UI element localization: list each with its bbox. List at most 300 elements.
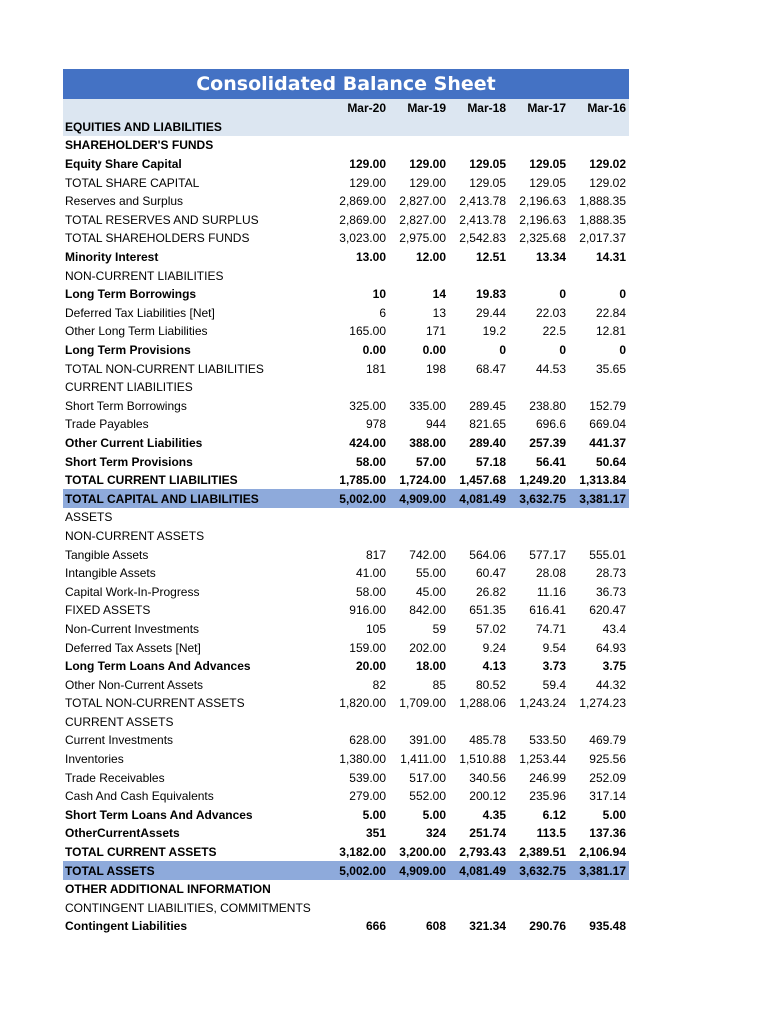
row-value: 3,200.00 xyxy=(399,845,446,860)
row-value: 44.32 xyxy=(595,677,626,692)
row-value: 1,380.00 xyxy=(339,752,386,767)
row-value xyxy=(389,378,449,397)
row-value: 628.00 xyxy=(349,733,386,748)
row-value xyxy=(509,266,569,285)
column-header: Mar-20 xyxy=(329,99,389,118)
table-row xyxy=(63,173,629,192)
row-value: 14 xyxy=(432,287,446,302)
row-value xyxy=(449,713,509,732)
table-row xyxy=(63,675,629,694)
row-value: 13.34 xyxy=(535,250,566,265)
row-value: 35.65 xyxy=(595,361,626,376)
row-value xyxy=(329,266,389,285)
row-value: 3,381.17 xyxy=(569,861,629,880)
table-row xyxy=(63,266,629,285)
row-value: 2,325.68 xyxy=(519,231,566,246)
row-value: 978 xyxy=(365,417,386,432)
row-value: 324 xyxy=(425,826,446,841)
row-label: Reserves and Surplus xyxy=(65,194,184,209)
row-value: 539.00 xyxy=(349,770,386,785)
row-value: 3,023.00 xyxy=(339,231,386,246)
row-value: 129.00 xyxy=(349,157,386,172)
row-value: 485.78 xyxy=(469,733,506,748)
row-value: 50.64 xyxy=(595,454,626,469)
row-value: 235.96 xyxy=(529,789,566,804)
column-header: Mar-18 xyxy=(449,99,509,118)
row-value: 9.24 xyxy=(482,640,506,655)
row-value: 129.00 xyxy=(409,175,446,190)
row-value: 165.00 xyxy=(349,324,386,339)
table-row xyxy=(63,304,629,323)
row-value xyxy=(329,508,389,527)
row-label: Deferred Tax Assets [Net] xyxy=(65,640,201,655)
row-value: 64.93 xyxy=(595,640,626,655)
row-value: 1,288.06 xyxy=(459,696,506,711)
row-value xyxy=(329,378,389,397)
row-label: Trade Receivables xyxy=(65,770,165,785)
row-value: 3.75 xyxy=(602,659,626,674)
row-value: 36.73 xyxy=(595,584,626,599)
row-value: 105 xyxy=(365,621,386,636)
row-value: 129.05 xyxy=(469,157,506,172)
row-label: TOTAL ASSETS xyxy=(63,861,329,880)
row-value: 19.2 xyxy=(482,324,506,339)
row-label: OtherCurrentAssets xyxy=(65,826,180,841)
table-row xyxy=(63,899,629,918)
row-value: 669.04 xyxy=(589,417,626,432)
row-value: 0 xyxy=(559,343,566,358)
row-value: 2,389.51 xyxy=(519,845,566,860)
row-value: 469.79 xyxy=(589,733,626,748)
row-value xyxy=(389,266,449,285)
row-value xyxy=(569,880,629,899)
row-value: 517.00 xyxy=(409,770,446,785)
row-value: 10 xyxy=(372,287,386,302)
row-value: 58.00 xyxy=(355,454,386,469)
row-value: 58.00 xyxy=(355,584,386,599)
row-value: 202.00 xyxy=(409,640,446,655)
row-value: 533.50 xyxy=(529,733,566,748)
column-header: Mar-17 xyxy=(509,99,569,118)
row-value: 666 xyxy=(365,919,386,934)
row-label: CURRENT LIABILITIES xyxy=(65,380,193,395)
row-value xyxy=(389,880,449,899)
row-value: 12.51 xyxy=(475,250,506,265)
row-label: ASSETS xyxy=(65,510,113,525)
table-row xyxy=(63,397,629,416)
row-value: 113.5 xyxy=(536,826,566,841)
table-row xyxy=(63,471,629,490)
row-value: 5.00 xyxy=(362,807,386,822)
row-label: Capital Work-In-Progress xyxy=(65,584,200,599)
row-value: 0.00 xyxy=(422,343,446,358)
row-value: 1,274.23 xyxy=(579,696,626,711)
row-label: TOTAL CAPITAL AND LIABILITIES xyxy=(63,489,329,508)
row-label: Short Term Borrowings xyxy=(65,398,187,413)
table-row xyxy=(63,155,629,174)
row-value xyxy=(569,266,629,285)
row-value: 0.00 xyxy=(362,343,386,358)
row-value: 1,724.00 xyxy=(399,473,446,488)
row-value: 1,313.84 xyxy=(579,473,626,488)
row-value: 351 xyxy=(365,826,386,841)
row-value: 4,909.00 xyxy=(389,489,449,508)
row-label: Long Term Loans And Advances xyxy=(65,659,251,674)
row-value: 2,196.63 xyxy=(519,194,566,209)
row-value: 2,793.43 xyxy=(459,845,506,860)
row-value: 41.00 xyxy=(355,566,386,581)
table-row xyxy=(63,248,629,267)
sheet-title: Consolidated Balance Sheet xyxy=(63,69,629,99)
row-value xyxy=(449,899,509,918)
table-row xyxy=(63,861,629,880)
row-value: 82 xyxy=(372,677,386,692)
row-label: TOTAL SHARE CAPITAL xyxy=(65,175,200,190)
table-row xyxy=(63,527,629,546)
row-value xyxy=(569,527,629,546)
table-row xyxy=(63,359,629,378)
table-row xyxy=(63,285,629,304)
row-label: TOTAL CURRENT LIABILITIES xyxy=(65,473,238,488)
table-row xyxy=(63,824,629,843)
row-value: 5.00 xyxy=(422,807,446,822)
table-row xyxy=(63,118,629,137)
row-value: 6.12 xyxy=(542,807,566,822)
table-row xyxy=(63,601,629,620)
row-value: 129.02 xyxy=(589,175,626,190)
row-value: 152.79 xyxy=(589,398,626,413)
table-row xyxy=(63,211,629,230)
table-row xyxy=(63,880,629,899)
row-value: 246.99 xyxy=(529,770,566,785)
row-value: 925.56 xyxy=(589,752,626,767)
row-value xyxy=(509,508,569,527)
row-value: 2,827.00 xyxy=(399,194,446,209)
table-row xyxy=(63,806,629,825)
row-value xyxy=(509,378,569,397)
row-label: TOTAL CURRENT ASSETS xyxy=(65,845,217,860)
row-label: Trade Payables xyxy=(65,417,149,432)
table-row xyxy=(63,731,629,750)
table-row xyxy=(63,489,629,508)
row-label: CURRENT ASSETS xyxy=(65,714,174,729)
row-value: 1,411.00 xyxy=(400,752,446,767)
row-value: 2,106.94 xyxy=(579,845,626,860)
row-value: 57.18 xyxy=(475,454,506,469)
balance-sheet xyxy=(63,69,629,936)
row-value xyxy=(569,713,629,732)
row-value xyxy=(329,118,389,137)
row-value xyxy=(449,527,509,546)
row-value: 44.53 xyxy=(535,361,566,376)
row-value: 43.4 xyxy=(602,621,626,636)
row-value: 85 xyxy=(432,677,446,692)
row-value xyxy=(329,713,389,732)
row-label: TOTAL RESERVES AND SURPLUS xyxy=(65,212,259,227)
row-value: 19.83 xyxy=(475,287,506,302)
table-row xyxy=(63,843,629,862)
row-value: 564.06 xyxy=(469,547,506,562)
row-value: 944 xyxy=(425,417,446,432)
row-value: 181 xyxy=(365,361,386,376)
row-value xyxy=(509,713,569,732)
row-value: 279.00 xyxy=(349,789,386,804)
column-header: Mar-19 xyxy=(389,99,449,118)
row-value: 935.48 xyxy=(589,919,626,934)
table-row xyxy=(63,768,629,787)
row-value: 2,869.00 xyxy=(339,194,386,209)
row-value: 20.00 xyxy=(355,659,386,674)
row-value: 335.00 xyxy=(409,398,446,413)
row-label: Deferred Tax Liabilities [Net] xyxy=(65,305,215,320)
row-value xyxy=(389,118,449,137)
row-value: 59 xyxy=(432,621,446,636)
row-value xyxy=(509,136,569,155)
row-value: 0 xyxy=(559,287,566,302)
row-value: 1,820.00 xyxy=(339,696,386,711)
row-value: 1,457.68 xyxy=(459,473,506,488)
row-value: 129.05 xyxy=(529,157,566,172)
row-label: Other Long Term Liabilities xyxy=(65,324,208,339)
row-value xyxy=(389,713,449,732)
row-label: EQUITIES AND LIABILITIES xyxy=(63,118,329,137)
header-row xyxy=(63,99,629,118)
row-value: 0 xyxy=(499,343,506,358)
row-label: TOTAL NON-CURRENT ASSETS xyxy=(65,696,245,711)
row-label: Short Term Provisions xyxy=(65,454,193,469)
row-value: 441.37 xyxy=(589,435,626,450)
row-value: 742.00 xyxy=(409,547,446,562)
row-value: 3.73 xyxy=(542,659,566,674)
row-value: 6 xyxy=(379,305,386,320)
row-label: CONTINGENT LIABILITIES, COMMITMENTS xyxy=(65,900,311,915)
row-value: 2,196.63 xyxy=(519,212,566,227)
table-row xyxy=(63,322,629,341)
row-value: 424.00 xyxy=(349,435,386,450)
row-value: 616.41 xyxy=(529,603,566,618)
row-value: 13 xyxy=(432,305,446,320)
table-row xyxy=(63,917,629,936)
table-row xyxy=(63,620,629,639)
row-value: 129.00 xyxy=(409,157,446,172)
row-label: Minority Interest xyxy=(65,250,159,265)
row-value: 57.02 xyxy=(475,621,506,636)
row-value xyxy=(449,378,509,397)
row-value: 28.73 xyxy=(595,566,626,581)
row-value xyxy=(329,527,389,546)
row-value: 29.44 xyxy=(475,305,506,320)
row-label: Other Non-Current Assets xyxy=(65,677,204,692)
row-value: 608 xyxy=(425,919,446,934)
row-value: 0 xyxy=(619,287,626,302)
row-value xyxy=(449,266,509,285)
row-value: 2,017.37 xyxy=(579,231,626,246)
table-row xyxy=(63,229,629,248)
row-value: 22.5 xyxy=(542,324,566,339)
table-row xyxy=(63,545,629,564)
row-value: 1,243.24 xyxy=(519,696,566,711)
row-value: 4.13 xyxy=(482,659,506,674)
row-value: 22.84 xyxy=(595,305,626,320)
row-value: 4,909.00 xyxy=(389,861,449,880)
row-value xyxy=(389,508,449,527)
row-value: 238.80 xyxy=(529,398,566,413)
row-value: 2,869.00 xyxy=(339,212,386,227)
row-value: 817 xyxy=(365,547,386,562)
row-value: 1,785.00 xyxy=(339,473,386,488)
row-value: 1,510.88 xyxy=(459,752,506,767)
row-value: 2,413.78 xyxy=(459,212,506,227)
row-value: 1,888.35 xyxy=(579,194,626,209)
row-value: 56.41 xyxy=(535,454,566,469)
row-value: 2,542.83 xyxy=(459,231,506,246)
row-value: 257.39 xyxy=(529,435,566,450)
row-value: 251.74 xyxy=(469,826,506,841)
row-value: 13.00 xyxy=(355,250,386,265)
row-value: 28.08 xyxy=(535,566,566,581)
table-row xyxy=(63,582,629,601)
table-row xyxy=(63,564,629,583)
row-label: Long Term Borrowings xyxy=(65,287,197,302)
row-value: 4.35 xyxy=(482,807,506,822)
row-label: SHAREHOLDER'S FUNDS xyxy=(65,138,214,153)
row-value xyxy=(569,508,629,527)
row-value xyxy=(569,136,629,155)
row-value: 577.17 xyxy=(529,547,566,562)
row-value: 45.00 xyxy=(415,584,446,599)
row-value: 14.31 xyxy=(595,250,626,265)
table-row xyxy=(63,787,629,806)
row-value: 26.82 xyxy=(475,584,506,599)
table-row xyxy=(63,452,629,471)
row-value xyxy=(389,527,449,546)
row-label: TOTAL NON-CURRENT LIABILITIES xyxy=(65,361,264,376)
row-label: Cash And Cash Equivalents xyxy=(65,789,214,804)
row-value xyxy=(449,508,509,527)
row-label: Contingent Liabilities xyxy=(65,919,187,934)
row-value: 0 xyxy=(619,343,626,358)
row-label: FIXED ASSETS xyxy=(65,603,151,618)
row-value xyxy=(509,880,569,899)
row-label: Equity Share Capital xyxy=(65,157,182,172)
row-value xyxy=(509,899,569,918)
row-value: 1,888.35 xyxy=(579,212,626,227)
row-label: Short Term Loans And Advances xyxy=(65,807,253,822)
row-value xyxy=(569,118,629,137)
row-value: 74.71 xyxy=(535,621,566,636)
row-value: 129.05 xyxy=(529,175,566,190)
row-value: 916.00 xyxy=(349,603,386,618)
row-value xyxy=(509,527,569,546)
row-value: 2,975.00 xyxy=(399,231,446,246)
row-value: 2,413.78 xyxy=(459,194,506,209)
row-value: 3,632.75 xyxy=(509,861,569,880)
table-row xyxy=(63,638,629,657)
row-value: 317.14 xyxy=(589,789,626,804)
table-row xyxy=(63,750,629,769)
row-value: 321.34 xyxy=(469,919,506,934)
row-value: 129.02 xyxy=(589,157,626,172)
row-value: 80.52 xyxy=(475,677,506,692)
row-value: 5,002.00 xyxy=(329,861,389,880)
row-value: 3,182.00 xyxy=(339,845,386,860)
row-label: Inventories xyxy=(65,752,124,767)
row-label: Current Investments xyxy=(65,733,174,748)
row-value: 289.40 xyxy=(469,435,506,450)
table-row xyxy=(63,434,629,453)
row-value: 60.47 xyxy=(475,566,506,581)
row-value: 3,381.17 xyxy=(569,489,629,508)
row-label: Tangible Assets xyxy=(65,547,149,562)
row-value: 5.00 xyxy=(602,807,626,822)
row-value xyxy=(449,118,509,137)
row-value: 3,632.75 xyxy=(509,489,569,508)
row-value: 59.4 xyxy=(542,677,566,692)
row-value: 1,709.00 xyxy=(399,696,446,711)
column-header: Mar-16 xyxy=(569,99,629,118)
row-label: OTHER ADDITIONAL INFORMATION xyxy=(65,882,271,897)
row-value: 11.16 xyxy=(536,584,566,599)
table-row xyxy=(63,657,629,676)
row-value: 1,253.44 xyxy=(519,752,566,767)
row-value: 325.00 xyxy=(349,398,386,413)
row-value xyxy=(329,899,389,918)
row-value: 171 xyxy=(425,324,446,339)
row-value xyxy=(389,899,449,918)
row-value: 388.00 xyxy=(409,435,446,450)
row-value: 391.00 xyxy=(409,733,446,748)
row-value: 252.09 xyxy=(589,770,626,785)
row-value xyxy=(569,899,629,918)
row-value: 12.81 xyxy=(595,324,626,339)
table-row xyxy=(63,508,629,527)
row-value: 129.05 xyxy=(469,175,506,190)
row-value: 22.03 xyxy=(535,305,566,320)
row-value xyxy=(449,880,509,899)
table-row xyxy=(63,694,629,713)
row-label: TOTAL SHAREHOLDERS FUNDS xyxy=(65,231,250,246)
row-value: 5,002.00 xyxy=(329,489,389,508)
row-value: 159.00 xyxy=(349,640,386,655)
table-row xyxy=(63,136,629,155)
row-value: 696.6 xyxy=(535,417,566,432)
row-value xyxy=(329,136,389,155)
row-value xyxy=(329,880,389,899)
row-value: 4,081.49 xyxy=(449,489,509,508)
row-value xyxy=(569,378,629,397)
header-label-cell xyxy=(63,99,329,118)
row-value: 129.00 xyxy=(349,175,386,190)
row-value: 4,081.49 xyxy=(449,861,509,880)
row-value: 340.56 xyxy=(469,770,506,785)
balance-sheet-table xyxy=(63,99,629,936)
row-label: Long Term Provisions xyxy=(65,343,191,358)
row-value: 57.00 xyxy=(415,454,446,469)
row-value xyxy=(389,136,449,155)
row-label: NON-CURRENT LIABILITIES xyxy=(65,268,224,283)
row-label: Intangible Assets xyxy=(65,566,156,581)
row-value: 9.54 xyxy=(542,640,566,655)
row-value: 289.45 xyxy=(469,398,506,413)
row-label: NON-CURRENT ASSETS xyxy=(65,528,205,543)
table-row xyxy=(63,192,629,211)
row-value: 552.00 xyxy=(409,789,446,804)
row-value: 137.36 xyxy=(589,826,626,841)
row-value: 651.35 xyxy=(469,603,506,618)
row-value xyxy=(509,118,569,137)
row-value: 68.47 xyxy=(475,361,506,376)
table-row xyxy=(63,341,629,360)
